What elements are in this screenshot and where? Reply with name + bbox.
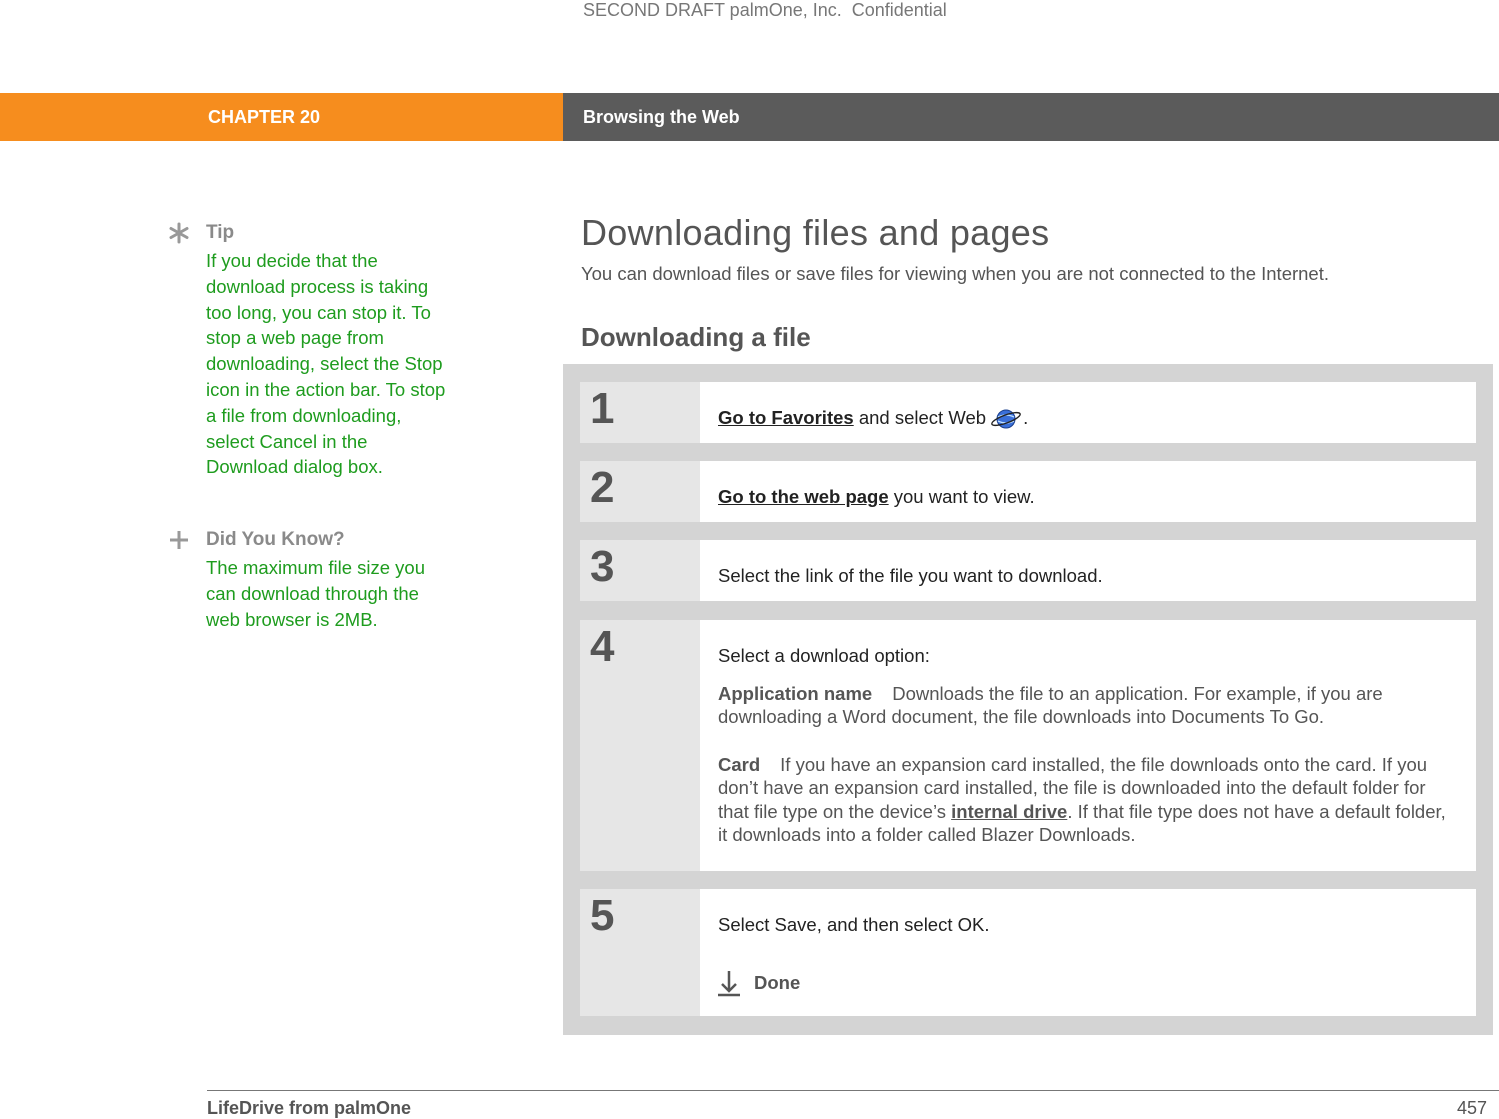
step-number: 3	[590, 542, 615, 591]
step-number: 5	[590, 891, 615, 940]
step-text: Go to the web page you want to view.	[718, 486, 1035, 507]
step-text: Select Save, and then select OK. Done	[718, 913, 1460, 937]
step-text: Go to Favorites and select Web .	[718, 407, 1029, 428]
step-5	[580, 889, 1476, 1016]
did-you-know-label: Did You Know?	[206, 529, 345, 550]
step-3	[580, 540, 1476, 601]
done-marker	[718, 969, 800, 997]
chapter-header	[0, 93, 1499, 141]
option-application	[718, 682, 1460, 729]
plus-icon	[168, 529, 190, 551]
step-number: 2	[590, 463, 615, 512]
step-1	[580, 382, 1476, 443]
option-card: Card If you have an expansion card installed, the file downloads onto the card. If you don’t have an expansion card installed, the file is downloaded into the default folder for that file type on the device’s internal drive. If that file type does not have a default folder, it downloads into a folder called Blazer Downloads.	[718, 753, 1446, 845]
done-arrow-icon	[718, 969, 740, 997]
go-to-favorites-link[interactable]: Go to Favorites	[718, 407, 854, 428]
chapter-title: Browsing the Web	[563, 93, 1499, 141]
footer-divider	[207, 1090, 1499, 1091]
did-you-know-text: The maximum file size you can download through the web browser is 2MB.	[206, 557, 425, 630]
step-text: Select the link of the file you want to download.	[718, 565, 1103, 586]
page-title: Downloading files and pages	[581, 212, 1050, 253]
section-title: Downloading a file	[581, 322, 811, 352]
option-name: Application name	[718, 682, 873, 704]
go-to-web-page-link[interactable]: Go to the web page	[718, 486, 889, 507]
footer-book-title: LifeDrive from palmOne	[207, 1098, 412, 1118]
step-4	[580, 620, 1476, 871]
intro-text: You can download files or save files for viewing when you are not connected to the Internet.	[581, 263, 1330, 284]
chapter-label: CHAPTER 20	[0, 93, 563, 141]
tip-label: Tip	[206, 222, 235, 243]
step-number: 4	[590, 622, 615, 671]
option-desc: Downloads the file to an application. For example, if you are downloading a Word document, the file downloads into Documents To Go.	[718, 682, 1383, 727]
step-2	[580, 461, 1476, 522]
step-number: 1	[590, 384, 615, 433]
tip-text: If you decide that the download process is taking too long, you can stop it. To stop a web page from downloading, select the Stop icon in the action bar. To stop a file from downloading, select Cancel in the Download dialog box.	[206, 250, 446, 478]
page-number: 457	[1456, 1098, 1487, 1118]
asterisk-icon	[168, 222, 190, 244]
internal-drive-link[interactable]: internal drive	[951, 800, 1068, 822]
option-name: Card	[718, 753, 761, 775]
step-text: Select a download option: Application name Downloads the file to an application. For example, if you are downloading a Word document, the file downloads into Documents To Go. Card If you have an expansion card installed, the file downloads onto the card. If you don’t have an expansion card installed, the file is downloaded into the default folder for that file type on the device’s internal drive. If that file type does not have a default folder, it downloads into a folder called Blazer Downloads.	[718, 644, 1460, 847]
done-label: Done	[754, 971, 801, 993]
draft-notice: SECOND DRAFT palmOne, Inc. Confidential	[583, 0, 947, 20]
web-globe-icon	[991, 408, 1023, 430]
